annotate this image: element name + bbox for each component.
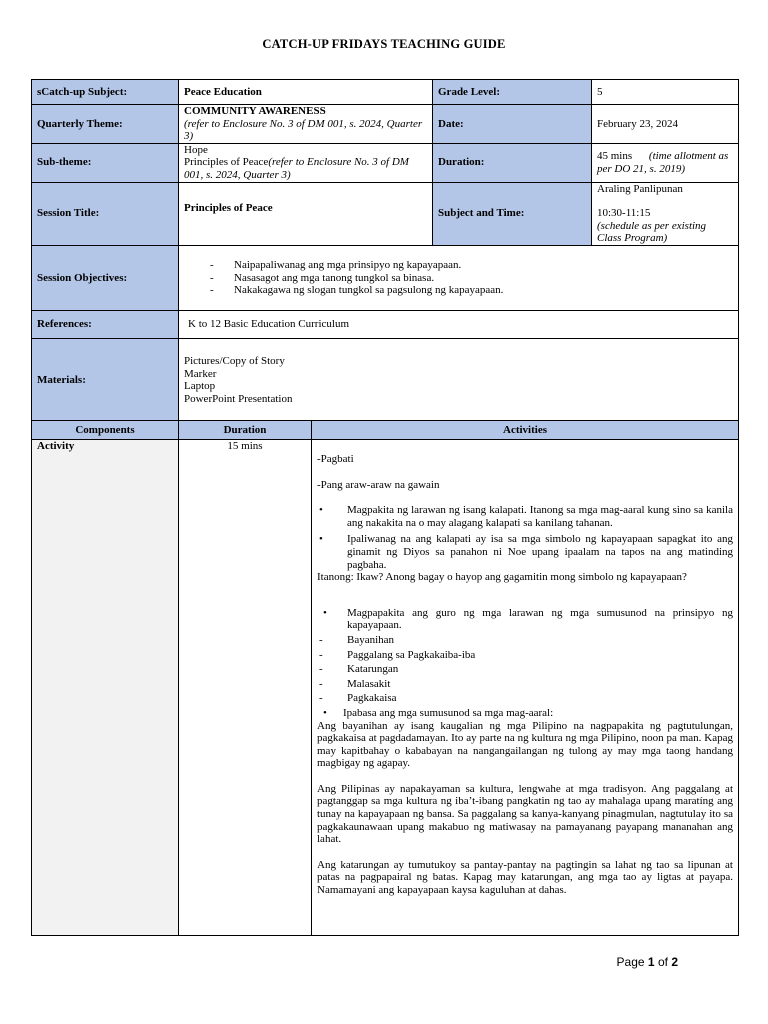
subtheme-cell (179, 143, 433, 182)
materials-cell (179, 338, 739, 422)
page-number: Page 1 of 2 (616, 955, 678, 969)
bullet-item: • Ipabasa ang mga sumusunod sa mga mag-aaral: (323, 706, 554, 719)
subtheme-line1: Hope (184, 143, 208, 156)
subject-time-subject: Araling Panlipunan (597, 182, 683, 195)
objective-item: - Naipapaliwanag ang mga prinsipyo ng kapayapaan. (210, 259, 733, 272)
subtheme-line2: Principles of Peace (184, 156, 269, 169)
objectives-list (184, 259, 733, 297)
greeting-line: -Pagbati (317, 453, 354, 465)
subject-time-time: 10:30-11:15 (597, 207, 651, 220)
theme-value: COMMUNITY AWARENESS (184, 105, 326, 117)
material-item: PowerPoint Presentation (184, 393, 293, 406)
material-item: Marker (184, 367, 217, 380)
references-value: K to 12 Basic Education Curriculum (179, 310, 739, 338)
duration-cell (592, 143, 739, 182)
session-title-label: Session Title: (32, 182, 179, 245)
bullet-icon: • (319, 533, 323, 546)
paragraph-katarungan: Ang katarungan ay tumutukoy sa pantay-pantay na pagtingin sa lahat ng tao sa lipunan at patas na pagpapairal ng batas. Kapag may katarungan, ang mga tao ay ligtas at payapa. Namamayani ang kapayapaan kaysa kaguluhan at dahas. (317, 858, 733, 897)
references-label: References: (32, 310, 179, 338)
grade-label: Grade Level: (433, 80, 592, 105)
principle-item: - Pagkakaisa (319, 692, 397, 705)
bullet-icon: • (319, 504, 323, 517)
session-title-value: Principles of Peace (179, 182, 433, 245)
principle-item: - Bayanihan (319, 633, 395, 646)
bullet-icon: • (323, 606, 327, 619)
date-value: February 23, 2024 (592, 105, 739, 144)
subtheme-note: (refer to Enclosure No. 3 of DM 001, s. 2024, Quarter 3) (184, 156, 409, 181)
principle-item: - Katarungan (319, 663, 399, 676)
bullet-item: • Magpapakita ang guro ng mga larawan ng mga sumusunod na prinsipyo ng kapayapaan. (323, 606, 733, 632)
info-table (31, 79, 739, 423)
activities-table (31, 420, 739, 936)
header-duration: Duration (179, 421, 312, 440)
bullet-item: • Ipaliwanag na ang kalapati ay isa sa mga simbolo ng kapayapaan sapagkat ito ang ginamit ng Diyos sa panahon ni Noe upang ipaalam na tapos na ang matinding pagbaha. (319, 533, 733, 571)
theme-cell (179, 105, 433, 144)
objectives-label: Session Objectives: (32, 245, 179, 310)
material-item: Laptop (184, 380, 216, 393)
bullet-icon: • (323, 706, 327, 719)
activities-cell (312, 440, 739, 936)
objective-item: - Nakakagawa ng slogan tungkol sa pagsulong ng kapayapaan. (210, 284, 733, 297)
grade-value: 5 (592, 80, 739, 105)
theme-note: (refer to Enclosure No. 3 of DM 001, s. 2024, Quarter 3) (184, 117, 423, 143)
material-item: Pictures/Copy of Story (184, 355, 285, 368)
paragraph-bayanihan: Ang bayanihan ay isang kaugalian ng mga Pilipino na nagpapakita ng pagtutulungan, pagkakaisa at pagdadamayan. Ito ay parte na ng kultura ng mga Pilipino, noon pa man. Kapag may kapitbahay o kababayan na nangangailangan ng tulong ay may mga taong handang magbigay ng agapay. (317, 719, 733, 770)
subject-value: Peace Education (179, 80, 433, 105)
duration-label: Duration: (433, 143, 592, 182)
subject-time-cell (592, 182, 739, 245)
objectives-cell (179, 245, 739, 310)
page-title: CATCH-UP FRIDAYS TEACHING GUIDE (262, 37, 506, 51)
subject-time-note: (schedule as per existing Class Program) (597, 219, 707, 245)
objective-item: - Nasasagot ang mga tanong tungkol sa binasa. (210, 272, 733, 285)
principle-item: - Malasakit (319, 677, 391, 690)
materials-label: Materials: (32, 338, 179, 422)
header-components: Components (32, 421, 179, 440)
duration-value: 45 mins (597, 150, 633, 163)
duration-cell: 15 mins (179, 440, 312, 936)
subject-time-label: Subject and Time: (433, 182, 592, 245)
subject-label: sCatch-up Subject: (32, 80, 179, 105)
principle-item: - Paggalang sa Pagkakaiba-iba (319, 648, 476, 661)
routine-line: -Pang araw-araw na gawain (317, 478, 440, 491)
paragraph-paggalang: Ang Pilipinas ay napakayaman sa kultura, lengwahe at mga tradisyon. Ang paggalang at pagtanggap sa mga kultura ng iba’t-ibang pangkatin ng tao ay mahalaga upang maratíng ang tunay na kapayapaan ng bansa. Sa paggalang sa kanya-kanyang pinagmulan, nagtutulay ito sa pagkakaunawaan upang makabuo ng matiwasay na pamayanang payapang mananahan ang lahat. (317, 782, 733, 846)
bullet-item: • Magpakita ng larawan ng isang kalapati. Itanong sa mga mag-aaral kung sino sa kanila ang nakakita na o may alagang kalapati sa kanilang tahanan. (319, 504, 733, 529)
question-line: Itanong: Ikaw? Anong bagay o hayop ang gagamitin mong simbolo ng kapayapaan? (317, 571, 687, 584)
theme-label: Quarterly Theme: (32, 105, 179, 144)
header-activities: Activities (312, 421, 739, 440)
duration-note: (time allotment as per DO 21, s. 2019) (597, 150, 729, 175)
date-label: Date: (433, 105, 592, 144)
subtheme-label: Sub-theme: (32, 143, 179, 182)
component-cell: Activity (32, 440, 179, 936)
